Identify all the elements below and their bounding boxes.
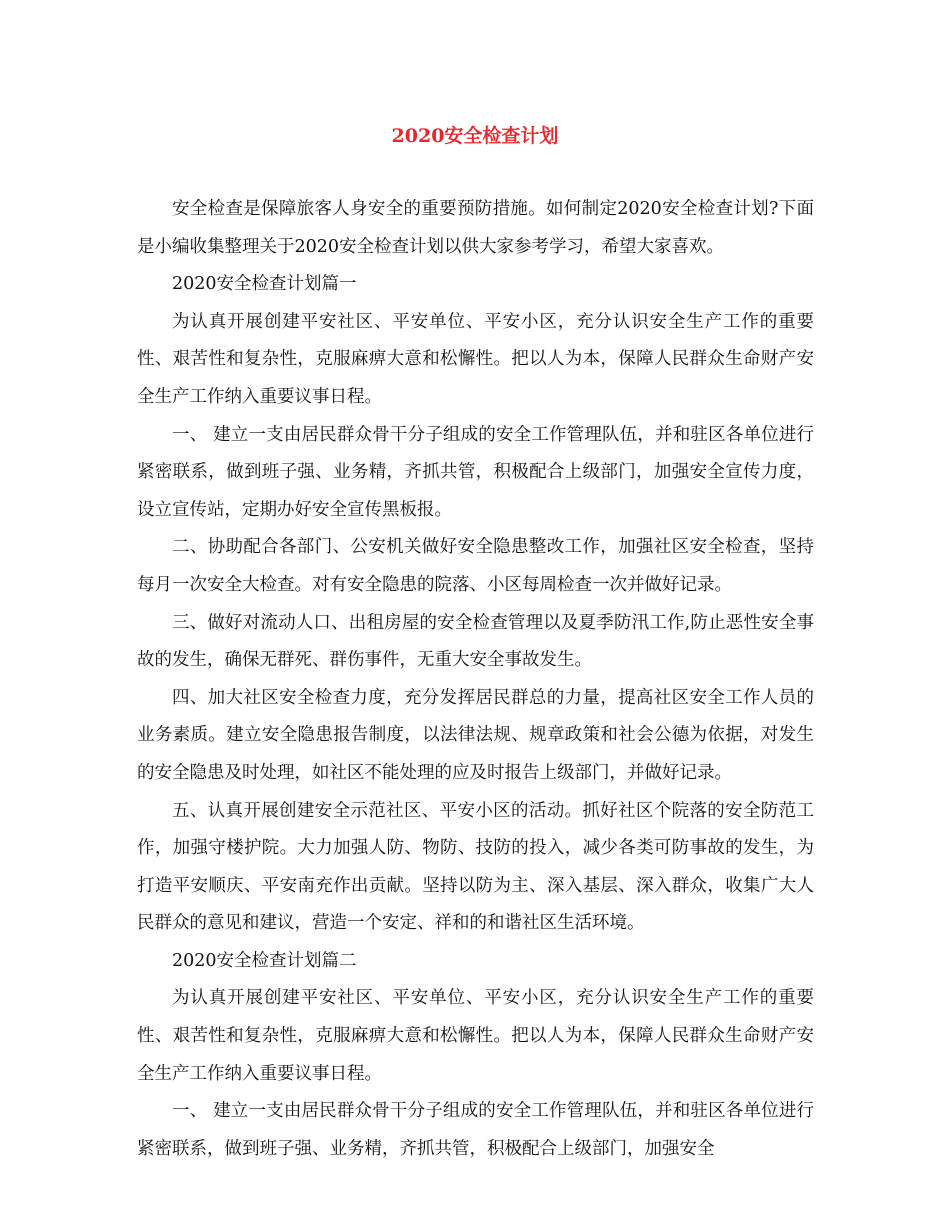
intro-paragraph: 安全检查是保障旅客人身安全的重要预防措施。如何制定2020安全检查计划?下面是小编收集整理关于2020安全检查计划以供大家参考学习，希望大家喜欢。	[137, 199, 814, 257]
section-heading-2: 2020安全检查计划篇二	[172, 950, 357, 971]
body-paragraph: 二、协助配合各部门、公安机关做好安全隐患整改工作，加强社区安全检查，坚持每月一次安全大检查。对有安全隐患的院落、小区每周检查一次并做好记录。	[137, 537, 814, 595]
body-paragraph: 一、 建立一支由居民群众骨干分子组成的安全工作管理队伍，并和驻区各单位进行紧密联系，做到班子强、业务精，齐抓共管，积极配合上级部门，加强安全	[137, 1101, 814, 1159]
body-paragraph: 四、加大社区安全检查力度，充分发挥居民群总的力量，提高社区安全工作人员的业务素质。建立安全隐患报告制度，以法律法规、规章政策和社会公德为依据，对发生的安全隐患及时处理，如社区不能处理的应及时报告上级部门，并做好记录。	[137, 687, 814, 783]
document-title: 2020安全检查计划	[391, 125, 559, 147]
document-body	[137, 191, 814, 1168]
section-heading-1: 2020安全检查计划篇一	[172, 274, 357, 295]
body-paragraph: 三、做好对流动人口、出租房屋的安全检查管理以及夏季防汛工作,防止恶性安全事故的发生，确保无群死、群伤事件，无重大安全事故发生。	[137, 612, 814, 671]
body-paragraph: 为认真开展创建平安社区、平安单位、平安小区，充分认识安全生产工作的重要性、艰苦性和复杂性，克服麻痹大意和松懈性。把以人为本，保障人民群众生命财产安全生产工作纳入重要议事日程。	[137, 311, 814, 407]
body-paragraph: 为认真开展创建平安社区、平安单位、平安小区，充分认识安全生产工作的重要性、艰苦性和复杂性，克服麻痹大意和松懈性。把以人为本，保障人民群众生命财产安全生产工作纳入重要议事日程。	[137, 988, 814, 1084]
body-paragraph: 五、认真开展创建安全示范社区、平安小区的活动。抓好社区个院落的安全防范工作，加强守楼护院。大力加强人防、物防、技防的投入，减少各类可防事故的发生，为打造平安顺庆、平安南充作出贡献。坚持以防为主、深入基层、深入群众，收集广大人民群众的意见和建议，营造一个安定、祥和的和谐社区生活环境。	[137, 800, 814, 934]
body-paragraph: 一、 建立一支由居民群众骨干分子组成的安全工作管理队伍，并和驻区各单位进行紧密联系，做到班子强、业务精，齐抓共管，积极配合上级部门，加强安全宣传力度，设立宣传站，定期办好安全宣传黑板报。	[137, 424, 814, 520]
